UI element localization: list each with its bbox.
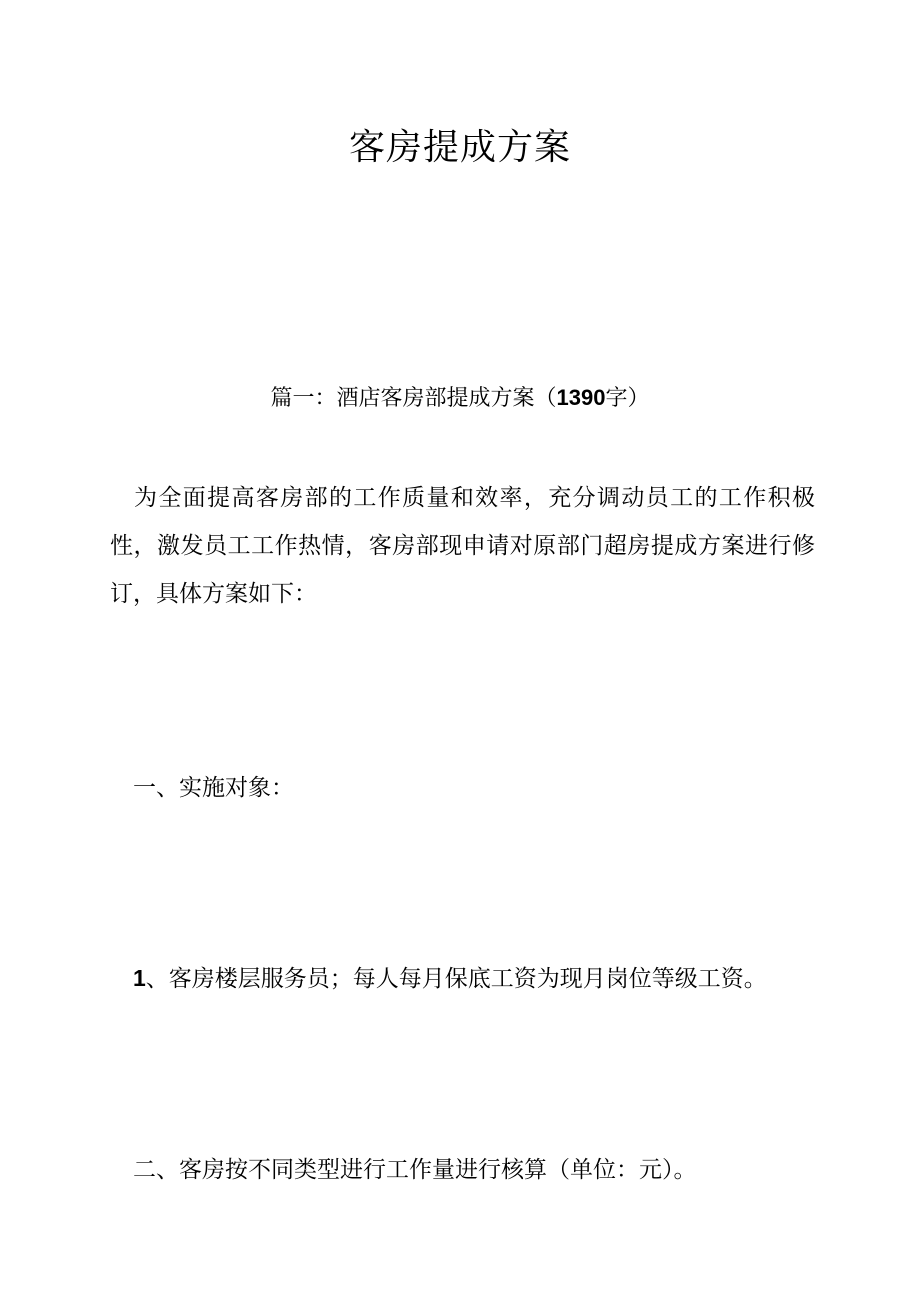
subtitle-word-count: 1390 (556, 385, 606, 410)
section-heading-workload: 二、客房按不同类型进行工作量进行核算（单位：元）。 (133, 1157, 697, 1183)
subtitle-prefix: 篇一：酒店客房部提成方案（ (270, 386, 557, 411)
document-title: 客房提成方案 (348, 127, 571, 168)
list-item-floor-attendant (133, 958, 767, 999)
list-item-number: 1 (133, 965, 146, 991)
section-heading-targets: 一、实施对象： (133, 775, 294, 801)
subtitle-suffix: 字） (605, 386, 650, 411)
list-item-text: 、客房楼层服务员；每人每月保底工资为现月岗位等级工资。 (145, 966, 767, 992)
intro-paragraph: 为全面提高客房部的工作质量和效率，充分调动员工的工作积极性，激发员工工作热情，客房部现申请对原部门超房提成方案进行修订，具体方案如下： (110, 485, 815, 607)
document-subtitle (0, 380, 920, 417)
